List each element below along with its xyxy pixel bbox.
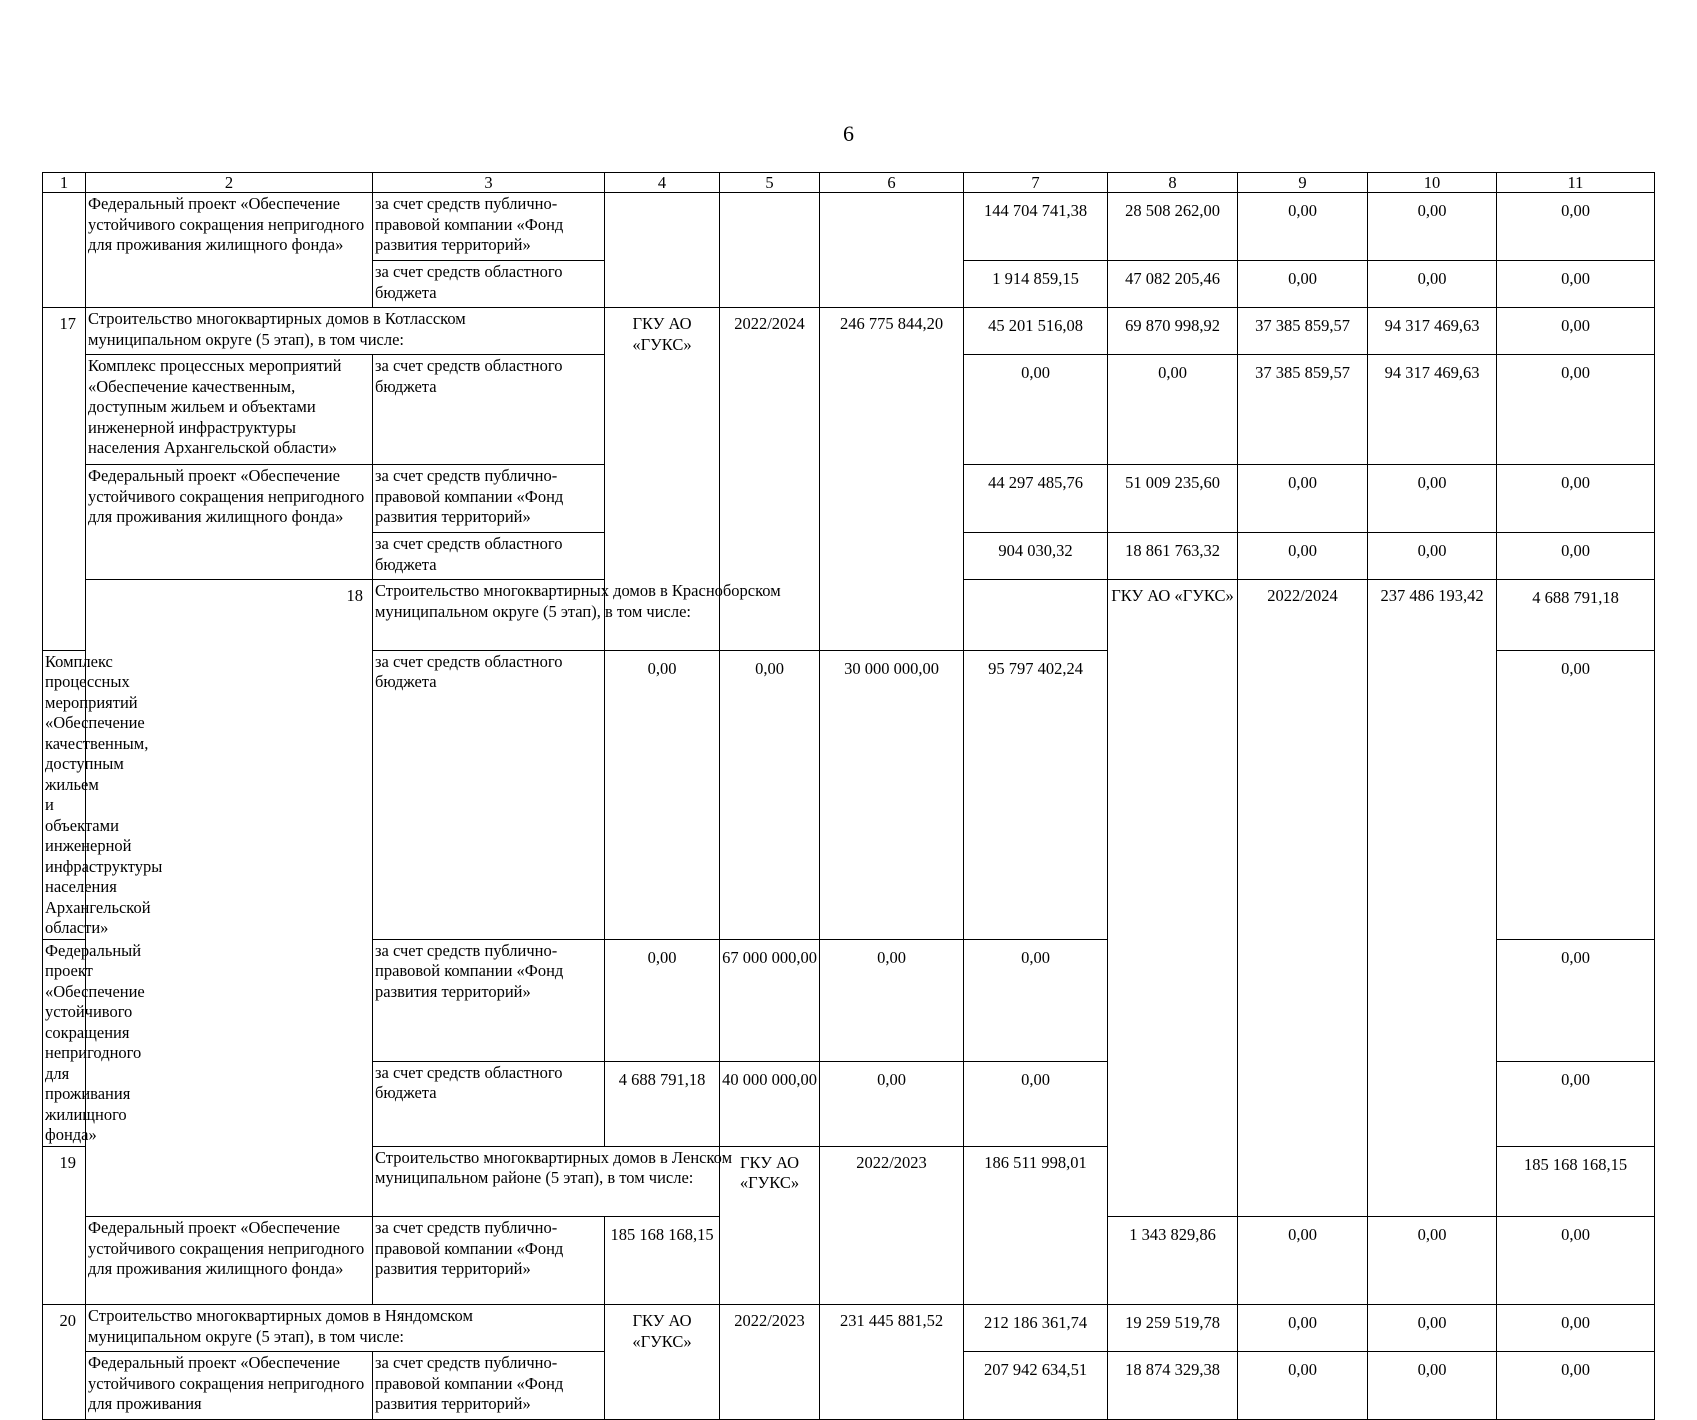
col-header: 11	[1497, 173, 1655, 193]
project-name: Федеральный проект «Обеспечение устойчивого сокращения непригодного для проживания	[86, 1352, 373, 1420]
col-header: 3	[373, 173, 605, 193]
amount-cell: 0,00	[1238, 261, 1368, 308]
amount-cell: 0,00	[1497, 1305, 1655, 1352]
amount-cell: 67 000 000,00	[720, 939, 820, 1061]
amount-cell: 0,00	[1368, 1352, 1497, 1420]
amount-cell: 185 168 168,15	[605, 1217, 720, 1305]
funding-source: за счет средств областного бюджета	[373, 533, 605, 580]
row-number-cell	[43, 193, 86, 308]
project-name: Федеральный проект «Обеспечение устойчивого сокращения непригодного для проживания жилищного фонда»	[86, 193, 373, 308]
executor: ГКУ АО «ГУКС»	[605, 1305, 720, 1420]
amount-cell: 0,00	[964, 1061, 1108, 1146]
amount-cell: 0,00	[1497, 1352, 1655, 1420]
object-title-line: муниципальном районе (5 этап), в том числе:	[375, 1168, 694, 1187]
budget-table	[42, 172, 1655, 1420]
amount-cell: 212 186 361,74	[964, 1305, 1108, 1352]
funding-source: за счет средств публично-правовой компании «Фонд развития территорий»	[373, 1352, 605, 1420]
amount-cell: 19 259 519,78	[1108, 1305, 1238, 1352]
funding-source: за счет средств областного бюджета	[373, 355, 605, 465]
total-cell	[820, 193, 964, 308]
row-number: 19	[43, 1146, 86, 1305]
amount-cell: 45 201 516,08	[964, 308, 1108, 355]
period-cell	[720, 193, 820, 308]
col-header: 5	[720, 173, 820, 193]
header-row	[43, 173, 1655, 193]
amount-cell: 0,00	[605, 650, 720, 939]
total-cost: 186 511 998,01	[964, 1146, 1108, 1305]
col-header: 8	[1108, 173, 1238, 193]
amount-cell: 0,00	[1497, 533, 1655, 580]
funding-source: за счет средств областного бюджета	[373, 261, 605, 308]
object-title	[373, 1146, 733, 1217]
funding-source: за счет средств публично-правовой компании «Фонд развития территорий»	[373, 1217, 605, 1305]
amount-cell: 904 030,32	[964, 533, 1108, 580]
page-number: 6	[843, 121, 854, 146]
funding-source: за счет средств областного бюджета	[373, 1061, 605, 1146]
col-header: 7	[964, 173, 1108, 193]
row-number: 20	[43, 1305, 86, 1420]
amount-cell: 0,00	[1497, 1061, 1655, 1146]
amount-cell: 18 861 763,32	[1108, 533, 1238, 580]
amount-cell: 0,00	[1497, 650, 1655, 939]
amount-cell: 0,00	[1368, 465, 1497, 533]
object-title-line: Строительство многоквартирных домов в Ленском	[375, 1147, 733, 1167]
col-header: 10	[1368, 173, 1497, 193]
project-name: Федеральный проект «Обеспечение устойчивого сокращения непригодного для проживания жилищного фонда»	[86, 1217, 373, 1305]
amount-cell: 185 168 168,15	[1497, 1146, 1655, 1217]
funding-source: за счет средств публично-правовой компании «Фонд развития территорий»	[373, 193, 605, 261]
object-title	[86, 1305, 473, 1352]
amount-cell: 144 704 741,38	[964, 193, 1108, 261]
executor: ГКУ АО «ГУКС»	[1108, 580, 1238, 1217]
amount-cell: 95 797 402,24	[964, 650, 1108, 939]
object-title-line: Строительство многоквартирных домов в Котласском	[88, 309, 466, 328]
row-number: 17	[43, 308, 86, 651]
table-row	[43, 1305, 1655, 1352]
amount-cell: 0,00	[1497, 939, 1655, 1061]
table-row	[43, 308, 1655, 355]
col-header: 4	[605, 173, 720, 193]
amount-cell: 51 009 235,60	[1108, 465, 1238, 533]
amount-cell: 0,00	[1368, 533, 1497, 580]
funding-source: за счет средств публично-правовой компании «Фонд развития территорий»	[373, 939, 605, 1061]
amount-cell: 0,00	[1497, 355, 1655, 465]
period: 2022/2024	[720, 308, 820, 651]
amount-cell: 4 688 791,18	[605, 1061, 720, 1146]
amount-cell: 18 874 329,38	[1108, 1352, 1238, 1420]
amount-cell: 0,00	[1108, 355, 1238, 465]
object-title-line: муниципальном округе (5 этап), в том числе:	[88, 1326, 404, 1346]
amount-cell: 0,00	[1497, 1217, 1655, 1305]
amount-cell: 37 385 859,57	[1238, 308, 1368, 355]
object-title	[373, 580, 781, 651]
project-name: Федеральный проект «Обеспечение устойчивого сокращения непригодного для проживания жилищного фонда»	[43, 939, 86, 1146]
amount-cell: 44 297 485,76	[964, 465, 1108, 533]
object-title-line: муниципальном округе (5 этап), в том числе:	[88, 329, 404, 349]
amount-cell: 0,00	[1238, 1305, 1368, 1352]
amount-cell: 0,00	[1238, 533, 1368, 580]
row-number: 18	[86, 580, 373, 1217]
total-cost: 237 486 193,42	[1368, 580, 1497, 1217]
executor-cell	[605, 193, 720, 308]
project-name: Комплекс процессных мероприятий «Обеспечение качественным, доступным жильем и объектами инженерной инфраструктуры населения Архангельской области»	[43, 650, 86, 939]
amount-cell: 37 385 859,57	[1238, 355, 1368, 465]
amount-cell: 30 000 000,00	[820, 650, 964, 939]
col-header: 9	[1238, 173, 1368, 193]
project-name: Федеральный проект «Обеспечение устойчивого сокращения непригодного для проживания жилищного фонда»	[86, 465, 373, 580]
amount-cell: 0,00	[964, 939, 1108, 1061]
amount-cell: 0,00	[820, 939, 964, 1061]
object-title-line: Строительство многоквартирных домов в Красноборском	[375, 581, 781, 600]
amount-cell: 0,00	[1497, 193, 1655, 261]
amount-cell: 4 688 791,18	[1497, 580, 1655, 651]
amount-cell: 0,00	[964, 355, 1108, 465]
amount-cell: 0,00	[1497, 465, 1655, 533]
object-title	[86, 308, 466, 355]
table-row	[43, 193, 1655, 261]
period: 2022/2023	[820, 1146, 964, 1305]
funding-source: за счет средств областного бюджета	[373, 650, 605, 939]
period: 2022/2024	[1238, 580, 1368, 1217]
total-cost: 231 445 881,52	[820, 1305, 964, 1420]
amount-cell: 0,00	[720, 650, 820, 939]
amount-cell: 0,00	[1238, 193, 1368, 261]
amount-cell: 40 000 000,00	[720, 1061, 820, 1146]
object-title-line: муниципальном округе (5 этап), в том числе:	[375, 601, 691, 621]
amount-cell: 69 870 998,92	[1108, 308, 1238, 355]
executor: ГКУ АО «ГУКС»	[720, 1146, 820, 1305]
period: 2022/2023	[720, 1305, 820, 1420]
amount-cell: 207 942 634,51	[964, 1352, 1108, 1420]
funding-source: за счет средств публично-правовой компании «Фонд развития территорий»	[373, 465, 605, 533]
amount-cell: 0,00	[605, 939, 720, 1061]
project-name: Комплекс процессных мероприятий «Обеспечение качественным, доступным жильем и объектами инженерной инфраструктуры населения Архангельской области»	[86, 355, 373, 465]
col-header: 2	[86, 173, 373, 193]
col-header: 6	[820, 173, 964, 193]
amount-cell: 28 508 262,00	[1108, 193, 1238, 261]
col-header: 1	[43, 173, 86, 193]
amount-cell: 0,00	[1368, 193, 1497, 261]
amount-cell: 0,00	[1238, 465, 1368, 533]
amount-cell: 47 082 205,46	[1108, 261, 1238, 308]
executor: ГКУ АО «ГУКС»	[605, 308, 720, 651]
amount-cell: 0,00	[1497, 308, 1655, 355]
amount-cell: 0,00	[820, 1061, 964, 1146]
amount-cell: 0,00	[1238, 1352, 1368, 1420]
amount-cell: 0,00	[1368, 1217, 1497, 1305]
amount-cell: 0,00	[1368, 1305, 1497, 1352]
amount-cell: 0,00	[1238, 1217, 1368, 1305]
amount-cell: 0,00	[1497, 261, 1655, 308]
object-title-spacer	[964, 580, 1108, 651]
object-title-line: Строительство многоквартирных домов в Няндомском	[88, 1306, 473, 1325]
amount-cell: 0,00	[1368, 261, 1497, 308]
amount-cell: 94 317 469,63	[1368, 308, 1497, 355]
amount-cell: 1 914 859,15	[964, 261, 1108, 308]
amount-cell: 1 343 829,86	[1108, 1217, 1238, 1305]
total-cost: 246 775 844,20	[820, 308, 964, 651]
amount-cell: 94 317 469,63	[1368, 355, 1497, 465]
